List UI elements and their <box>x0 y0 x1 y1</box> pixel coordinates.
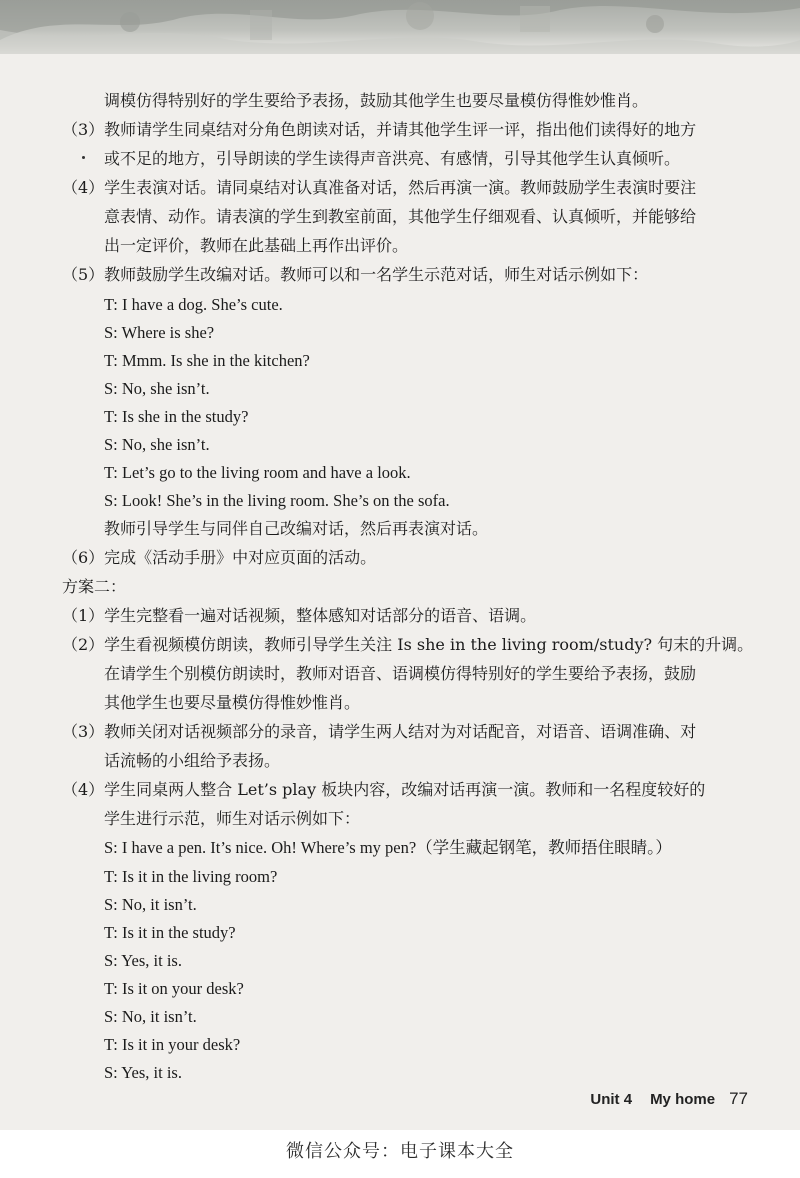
page-footer <box>590 1088 748 1110</box>
dialogue-line: S: No, she isn’t. <box>104 435 210 454</box>
text-line: 话流畅的小组给予表扬。 <box>104 751 281 770</box>
dialogue-line: S: I have a pen. It’s nice. Oh! Where’s my pen?（学生藏起钢笔，教师捂住眼睛。） <box>104 838 672 857</box>
step-3-line: （3）教师关闭对话视频部分的录音，请学生两人结对为对话配音，对语音、语调准确、对 <box>62 722 697 741</box>
step-2-line: （2）学生看视频模仿朗读，教师引导学生关注 Is she in the living room/study? 句末的升调。 <box>62 635 754 654</box>
dialogue-line: T: Mmm. Is she in the kitchen? <box>104 351 310 370</box>
text-line: 学生进行示范，师生对话示例如下： <box>104 809 361 828</box>
dialogue-line: S: No, she isn’t. <box>104 379 210 398</box>
step-6-line: （6）完成《活动手册》中对应页面的活动。 <box>62 548 377 567</box>
dialogue-line: T: I have a dog. She’s cute. <box>104 295 283 314</box>
dialogue-line: T: Is it in the study? <box>104 923 236 942</box>
text-line: 在请学生个别模仿朗读时，教师对语音、语调模仿得特别好的学生要给予表扬，鼓励 <box>104 664 697 683</box>
plan-two-heading: 方案二： <box>62 577 127 596</box>
dialogue-line: S: No, it isn’t. <box>104 1007 197 1026</box>
unit-title: My home <box>650 1091 716 1108</box>
dialogue-line: S: Where is she? <box>104 323 215 342</box>
text-line: 或不足的地方，引导朗读的学生读得声音洪亮、有感情，引导其他学生认真倾听。 <box>104 149 681 168</box>
dialogue-line: S: Look! She’s in the living room. She’s on the sofa. <box>104 491 450 510</box>
step-4-line: （4）学生同桌两人整合 Let’s play 板块内容，改编对话再演一演。教师和一名程度较好的 <box>62 780 706 799</box>
dialogue-line: T: Is it in your desk? <box>104 1035 241 1054</box>
stray-mark <box>82 156 85 159</box>
step-5-line: （5）教师鼓励学生改编对话。教师可以和一名学生示范对话，师生对话示例如下： <box>62 265 649 284</box>
step-1-line: （1）学生完整看一遍对话视频，整体感知对话部分的语音、语调。 <box>62 606 537 625</box>
dialogue-line: T: Let’s go to the living room and have a look. <box>104 463 411 482</box>
dialogue-line: S: Yes, it is. <box>104 1063 182 1082</box>
watermark-text: 微信公众号：电子课本大全 <box>286 1141 514 1162</box>
step-3-line: （3）教师请学生同桌结对分角色朗读对话，并请其他学生评一评，指出他们读得好的地方 <box>62 120 697 139</box>
dialogue-line: S: No, it isn’t. <box>104 895 197 914</box>
text-line: 其他学生也要尽量模仿得惟妙惟肖。 <box>104 693 361 712</box>
dialogue-line: S: Yes, it is. <box>104 951 182 970</box>
text-line: 意表情、动作。请表演的学生到教室前面，其他学生仔细观看、认真倾听，并能够给 <box>104 207 697 226</box>
text-line: 出一定评价，教师在此基础上再作出评价。 <box>104 236 409 255</box>
step-4-line: （4）学生表演对话。请同桌结对认真准备对话，然后再演一演。教师鼓励学生表演时要注 <box>62 178 697 197</box>
dialogue-line: T: Is it on your desk? <box>104 979 244 998</box>
dialogue-line: T: Is it in the living room? <box>104 867 278 886</box>
text-line: 教师引导学生与同伴自己改编对话，然后再表演对话。 <box>104 519 489 538</box>
text-line: 调模仿得特别好的学生要给予表扬，鼓励其他学生也要尽量模仿得惟妙惟肖。 <box>104 91 649 110</box>
dialogue-line: T: Is she in the study? <box>104 407 249 426</box>
page-number: 77 <box>729 1089 748 1108</box>
unit-label: Unit 4 <box>590 1091 633 1108</box>
